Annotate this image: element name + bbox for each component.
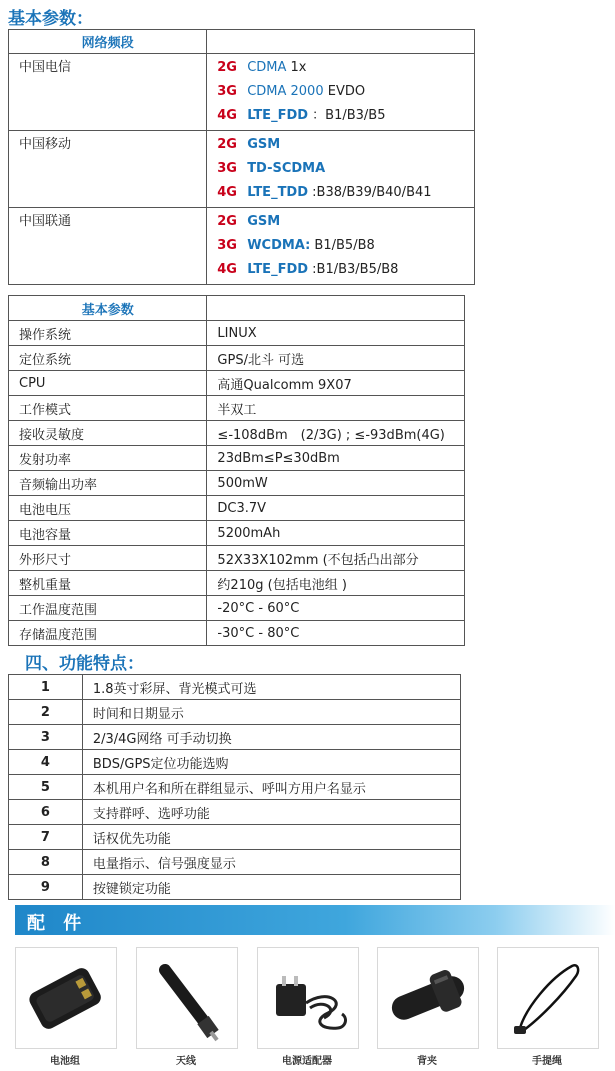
param-row — [9, 421, 465, 446]
param-value: 高通Qualcomm 9X07 — [207, 371, 465, 396]
band-detail: 1x — [286, 60, 307, 75]
band-line — [217, 104, 474, 128]
param-row — [9, 471, 465, 496]
param-value: 500mW — [207, 471, 465, 496]
carrier-bands — [207, 54, 475, 131]
param-value: 23dBm≤P≤30dBm — [207, 446, 465, 471]
feature-row — [9, 725, 461, 750]
param-value: 半双工 — [207, 396, 465, 421]
battery-pack-icon — [16, 948, 116, 1048]
param-row — [9, 521, 465, 546]
param-name: 接收灵敏度 — [9, 421, 207, 446]
feature-row — [9, 825, 461, 850]
param-name: 定位系统 — [9, 346, 207, 371]
features-title: 四、功能特点： — [25, 654, 144, 674]
band-line — [217, 234, 474, 258]
feature-text: 1.8英寸彩屏、背光模式可选 — [82, 675, 460, 700]
band-line — [217, 133, 474, 157]
param-name: 工作模式 — [9, 396, 207, 421]
carrier-row — [9, 54, 475, 131]
param-value: -20°C - 60°C — [207, 596, 465, 621]
basic-params-header: 基本参数 — [9, 296, 207, 321]
feature-number: 7 — [9, 825, 83, 850]
basic-params-table — [8, 295, 465, 646]
feature-text: 时间和日期显示 — [82, 700, 460, 725]
param-name: CPU — [9, 371, 207, 396]
carrier-name: 中国联通 — [9, 208, 207, 285]
feature-number: 5 — [9, 775, 83, 800]
param-row — [9, 346, 465, 371]
band-detail: B1/B5/B8 — [310, 238, 375, 253]
band-line — [217, 56, 474, 80]
band-line — [217, 210, 474, 234]
accessory-label-battery: 电池组 — [50, 1056, 80, 1067]
basic-params-title: 基本参数： — [8, 9, 93, 29]
param-row — [9, 371, 465, 396]
accessory-belt-clip — [377, 947, 479, 1049]
generation-label: 3G — [217, 238, 237, 253]
param-value: 52X33X102mm (不包括凸出部分 — [207, 546, 465, 571]
feature-text: 按键锁定功能 — [82, 875, 460, 900]
param-row — [9, 446, 465, 471]
feature-row — [9, 800, 461, 825]
accessory-battery-pack — [15, 947, 117, 1049]
generation-label: 4G — [217, 108, 237, 123]
band-detail: EVDO — [323, 84, 366, 99]
generation-label: 4G — [217, 185, 237, 200]
standard-label: LTE_FDD — [247, 262, 309, 277]
feature-text: 本机用户名和所在群组显示、呼叫方用户名显示 — [82, 775, 460, 800]
generation-label: 3G — [217, 84, 237, 99]
standard-label: GSM — [247, 214, 281, 229]
accessories-title: 配 件 — [27, 913, 88, 934]
feature-row — [9, 675, 461, 700]
standard-label: LTE_TDD — [247, 185, 309, 200]
hand-strap-icon — [498, 948, 598, 1048]
feature-text: 话权优先功能 — [82, 825, 460, 850]
param-row — [9, 571, 465, 596]
accessory-label-belt-clip: 背夹 — [417, 1056, 437, 1067]
param-value: LINUX — [207, 321, 465, 346]
network-band-header: 网络频段 — [9, 30, 207, 54]
standard-label: LTE_FDD — [247, 108, 309, 123]
features-table — [8, 674, 461, 900]
standard-label: CDMA 2000 — [247, 84, 324, 99]
param-value: 约210g (包括电池组 ) — [207, 571, 465, 596]
param-value: GPS/北斗 可选 — [207, 346, 465, 371]
accessories-banner — [15, 905, 615, 935]
param-name: 操作系统 — [9, 321, 207, 346]
accessory-hand-strap — [497, 947, 599, 1049]
feature-number: 4 — [9, 750, 83, 775]
accessory-label-strap: 手提绳 — [532, 1056, 562, 1067]
band-line — [217, 80, 474, 104]
generation-label: 2G — [217, 60, 237, 75]
param-name: 音频输出功率 — [9, 471, 207, 496]
feature-number: 6 — [9, 800, 83, 825]
feature-text: 支持群呼、选呼功能 — [82, 800, 460, 825]
standard-label: TD-SCDMA — [247, 161, 326, 176]
antenna-icon — [137, 948, 237, 1048]
param-name: 存储温度范围 — [9, 621, 207, 646]
carrier-row — [9, 131, 475, 208]
standard-label: WCDMA: — [247, 238, 311, 253]
feature-text: 2/3/4G网络 可手动切换 — [82, 725, 460, 750]
generation-label: 4G — [217, 262, 237, 277]
accessory-label-adapter: 电源适配器 — [282, 1056, 332, 1067]
param-value: -30°C - 80°C — [207, 621, 465, 646]
network-band-table — [8, 29, 475, 285]
param-row — [9, 621, 465, 646]
band-line — [217, 181, 474, 205]
belt-clip-icon — [378, 948, 478, 1048]
carrier-bands — [207, 131, 475, 208]
generation-label: 2G — [217, 137, 237, 152]
generation-label: 2G — [217, 214, 237, 229]
power-adapter-icon — [258, 948, 358, 1048]
band-detail: ：B1/B3/B5 — [308, 108, 386, 123]
feature-row — [9, 775, 461, 800]
feature-row — [9, 850, 461, 875]
band-line — [217, 258, 474, 282]
param-name: 发射功率 — [9, 446, 207, 471]
accessory-antenna — [136, 947, 238, 1049]
param-row — [9, 596, 465, 621]
feature-text: BDS/GPS定位功能选购 — [82, 750, 460, 775]
feature-row — [9, 750, 461, 775]
accessory-power-adapter — [257, 947, 359, 1049]
param-row — [9, 396, 465, 421]
feature-number: 9 — [9, 875, 83, 900]
param-name: 外形尺寸 — [9, 546, 207, 571]
accessory-label-antenna: 天线 — [176, 1056, 196, 1067]
feature-number: 2 — [9, 700, 83, 725]
feature-number: 8 — [9, 850, 83, 875]
param-name: 工作温度范围 — [9, 596, 207, 621]
carrier-row — [9, 208, 475, 285]
param-row — [9, 321, 465, 346]
param-name: 整机重量 — [9, 571, 207, 596]
param-name: 电池容量 — [9, 521, 207, 546]
band-detail: :B1/B3/B5/B8 — [308, 262, 399, 277]
feature-number: 3 — [9, 725, 83, 750]
standard-label: GSM — [247, 137, 281, 152]
band-detail: :B38/B39/B40/B41 — [308, 185, 432, 200]
feature-row — [9, 875, 461, 900]
standard-label: CDMA — [247, 60, 287, 75]
param-value: 5200mAh — [207, 521, 465, 546]
param-name: 电池电压 — [9, 496, 207, 521]
param-row — [9, 546, 465, 571]
carrier-bands — [207, 208, 475, 285]
feature-row — [9, 700, 461, 725]
param-value: DC3.7V — [207, 496, 465, 521]
param-value: ≤-108dBm (2/3G) ; ≤-93dBm(4G) — [207, 421, 465, 446]
feature-number: 1 — [9, 675, 83, 700]
generation-label: 3G — [217, 161, 237, 176]
carrier-name: 中国移动 — [9, 131, 207, 208]
band-line — [217, 157, 474, 181]
carrier-name: 中国电信 — [9, 54, 207, 131]
param-row — [9, 496, 465, 521]
feature-text: 电量指示、信号强度显示 — [82, 850, 460, 875]
